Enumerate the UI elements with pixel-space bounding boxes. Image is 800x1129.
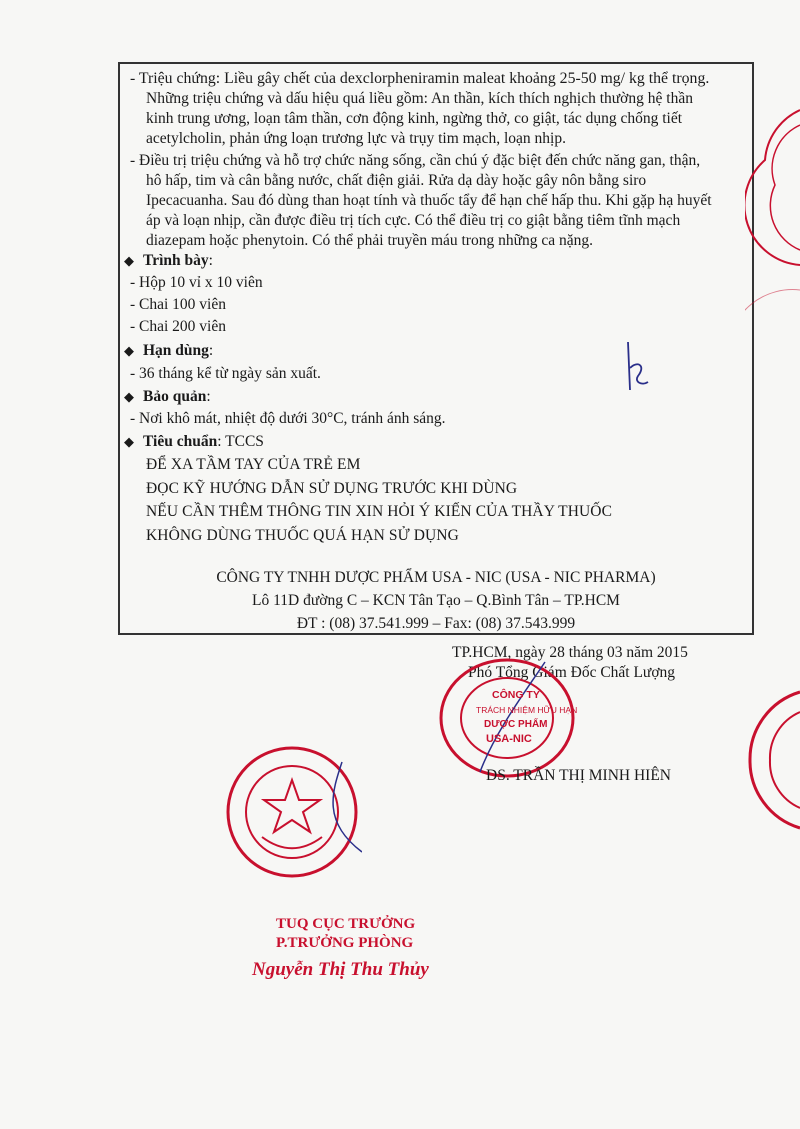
standard-line: Tiêu chuẩn: TCCS — [143, 433, 264, 450]
diamond-bullet-icon: ◆ — [124, 253, 134, 268]
shelf-life-item: - 36 tháng kể từ ngày sản xuất. — [130, 365, 321, 382]
signer-name: DS. TRẦN THỊ MINH HIÊN — [486, 767, 671, 784]
treatment-line-5: diazepam hoặc phenytoin. Có thể phải truyền máu trong những ca nặng. — [146, 232, 594, 249]
company-name: CÔNG TY TNHH DƯỢC PHẨM USA - NIC (USA - NIC PHARMA) — [216, 569, 656, 586]
company-stamp-line-1: CÔNG TY — [492, 689, 540, 701]
symptoms-line-2: Những triệu chứng và dấu hiệu quá liều gồm: An thần, kích thích nghịch thường hệ thần — [146, 90, 693, 107]
symptoms-line-3: kinh trung ương, loạn tâm thần, cơn động kinh, ngừng thở, co giật, tác dụng chống tiết — [146, 110, 683, 127]
warning-line-1: ĐỂ XA TẦM TAY CỦA TRẺ EM — [146, 456, 361, 473]
warning-line-4: KHÔNG DÙNG THUỐC QUÁ HẠN SỬ DỤNG — [146, 527, 459, 544]
approval-line-2: P.TRƯỞNG PHÒNG — [276, 935, 414, 951]
warning-line-3: NẾU CẦN THÊM THÔNG TIN XIN HỎI Ý KIẾN CỦA THẦY THUỐC — [146, 503, 613, 520]
diamond-bullet-icon: ◆ — [124, 434, 134, 449]
symptoms-line-4: acetylcholin, phản ứng loạn trương lực và trụy tim mạch, loạn nhịp. — [146, 130, 566, 147]
ministry-seal-icon — [222, 742, 362, 882]
presentation-item-1: - Hộp 10 vỉ x 10 viên — [130, 274, 263, 291]
company-stamp-line-2: TRÁCH NHIỆM HỮU HẠN — [476, 705, 578, 715]
shelf-life-heading: Hạn dùng: — [143, 342, 214, 359]
signature-icon — [616, 340, 656, 395]
presentation-item-3: - Chai 200 viên — [130, 318, 226, 335]
treatment-line-1: - Điều trị triệu chứng và hỗ trợ chức năng sống, cần chú ý đặc biệt đến chức năng gan, thận, — [130, 152, 701, 169]
company-seal-icon — [745, 100, 800, 360]
company-phone: ĐT : (08) 37.541.999 – Fax: (08) 37.543.999 — [296, 615, 576, 632]
diamond-bullet-icon: ◆ — [124, 343, 134, 358]
treatment-line-2: hô hấp, tim và cân bằng nước, chất điện giải. Rửa dạ dày hoặc gây nôn bằng siro — [146, 172, 647, 189]
presentation-heading: Trình bày: — [143, 252, 213, 269]
company-stamp-line-3: DƯỢC PHẨM — [484, 719, 548, 730]
diamond-bullet-icon: ◆ — [124, 389, 134, 404]
presentation-item-2: - Chai 100 viên — [130, 296, 226, 313]
storage-item: - Nơi khô mát, nhiệt độ dưới 30°C, tránh ánh sáng. — [130, 410, 446, 427]
company-stamp-line-4: USA-NIC — [486, 733, 532, 745]
approval-line-1: TUQ CỤC TRƯỞNG — [276, 916, 416, 932]
treatment-line-3: Ipecacuanha. Sau đó dùng than hoạt tính và thuốc tẩy để hạn chế hấp thu. Khi gặp hạ huyết — [146, 192, 712, 209]
warning-line-2: ĐỌC KỸ HƯỚNG DẪN SỬ DỤNG TRƯỚC KHI DÙNG — [146, 480, 518, 497]
symptoms-line-1: - Triệu chứng: Liều gây chết của dexclorpheniramin maleat khoảng 25-50 mg/ kg thể trọng. — [130, 70, 710, 87]
sign-role: Phó Tổng Giám Đốc Chất Lượng — [468, 664, 676, 681]
company-address: Lô 11D đường C – KCN Tân Tạo – Q.Bình Tân – TP.HCM — [252, 592, 620, 609]
approval-signer: Nguyễn Thị Thu Thủy — [252, 959, 429, 980]
treatment-line-4: áp và loạn nhịp, cần được điều trị tích cực. Có thể điều trị co giật bằng tiêm tĩnh mạch — [146, 212, 681, 229]
ministry-seal-icon — [700, 690, 800, 830]
sign-date: TP.HCM, ngày 28 tháng 03 năm 2015 — [452, 644, 688, 661]
storage-heading: Bảo quản: — [143, 388, 211, 405]
